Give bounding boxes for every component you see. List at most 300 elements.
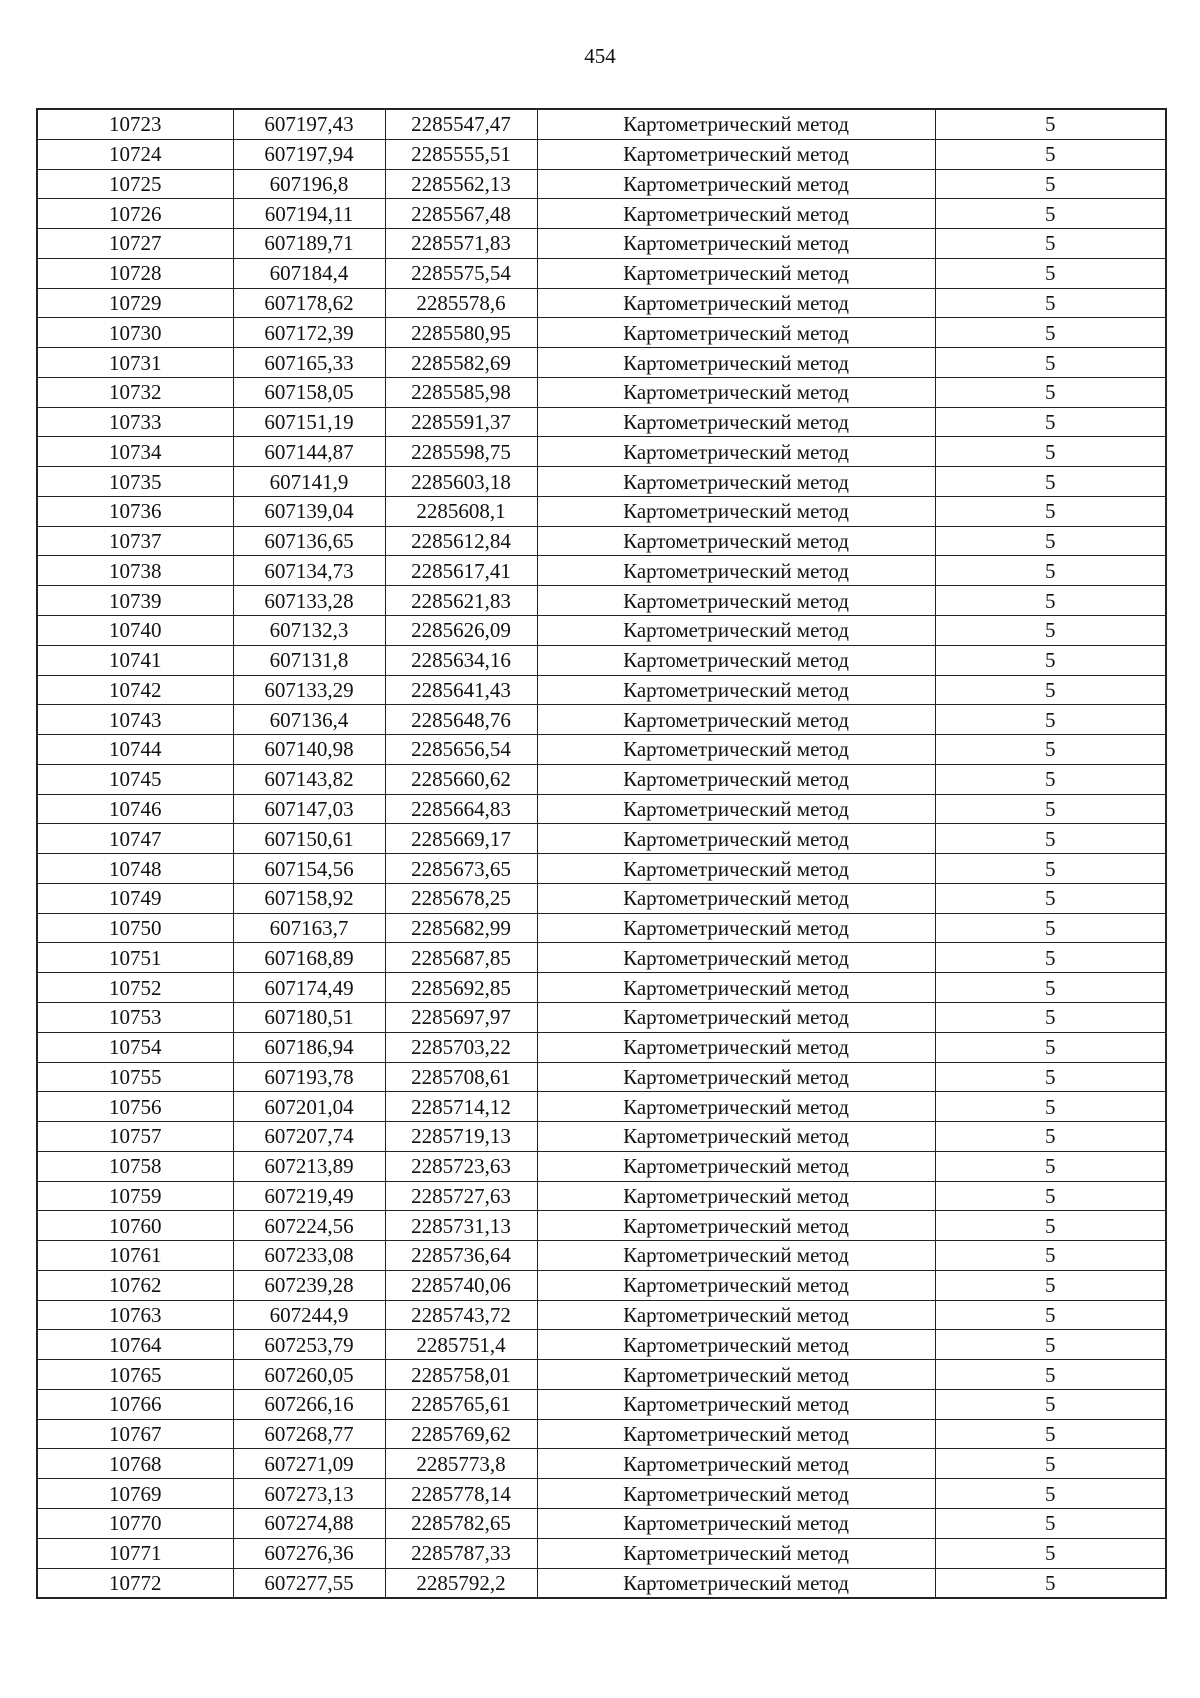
- table-row: [37, 1449, 1166, 1479]
- x-coordinate-cell: 607172,39: [233, 318, 385, 348]
- method-cell: Картометрический метод: [537, 318, 935, 348]
- y-coordinate-cell: 2285736,64: [385, 1241, 537, 1271]
- point-number-cell: 10744: [37, 735, 233, 765]
- x-coordinate-cell: 607266,16: [233, 1389, 385, 1419]
- point-number-cell: 10753: [37, 1002, 233, 1032]
- x-coordinate-cell: 607132,3: [233, 616, 385, 646]
- coordinates-table-body: [37, 109, 1166, 1598]
- table-row: [37, 675, 1166, 705]
- accuracy-cell: 5: [935, 109, 1166, 139]
- point-number-cell: 10732: [37, 377, 233, 407]
- accuracy-cell: 5: [935, 675, 1166, 705]
- table-row: [37, 258, 1166, 288]
- accuracy-cell: 5: [935, 199, 1166, 229]
- method-cell: Картометрический метод: [537, 1211, 935, 1241]
- method-cell: Картометрический метод: [537, 526, 935, 556]
- point-number-cell: 10728: [37, 258, 233, 288]
- accuracy-cell: 5: [935, 318, 1166, 348]
- point-number-cell: 10752: [37, 973, 233, 1003]
- accuracy-cell: 5: [935, 1062, 1166, 1092]
- table-row: [37, 705, 1166, 735]
- method-cell: Картометрический метод: [537, 496, 935, 526]
- method-cell: Картометрический метод: [537, 1062, 935, 1092]
- table-row: [37, 1479, 1166, 1509]
- accuracy-cell: 5: [935, 1508, 1166, 1538]
- accuracy-cell: 5: [935, 586, 1166, 616]
- y-coordinate-cell: 2285751,4: [385, 1330, 537, 1360]
- method-cell: Картометрический метод: [537, 1181, 935, 1211]
- table-row: [37, 1181, 1166, 1211]
- method-cell: Картометрический метод: [537, 348, 935, 378]
- x-coordinate-cell: 607277,55: [233, 1568, 385, 1598]
- method-cell: Картометрический метод: [537, 1032, 935, 1062]
- point-number-cell: 10765: [37, 1360, 233, 1390]
- table-row: [37, 973, 1166, 1003]
- table-row: [37, 1211, 1166, 1241]
- table-row: [37, 1241, 1166, 1271]
- accuracy-cell: 5: [935, 1181, 1166, 1211]
- method-cell: Картометрический метод: [537, 1122, 935, 1152]
- accuracy-cell: 5: [935, 139, 1166, 169]
- accuracy-cell: 5: [935, 437, 1166, 467]
- y-coordinate-cell: 2285778,14: [385, 1479, 537, 1509]
- accuracy-cell: 5: [935, 764, 1166, 794]
- method-cell: Картометрический метод: [537, 139, 935, 169]
- x-coordinate-cell: 607193,78: [233, 1062, 385, 1092]
- method-cell: Картометрический метод: [537, 467, 935, 497]
- method-cell: Картометрический метод: [537, 407, 935, 437]
- y-coordinate-cell: 2285765,61: [385, 1389, 537, 1419]
- y-coordinate-cell: 2285769,62: [385, 1419, 537, 1449]
- method-cell: Картометрический метод: [537, 973, 935, 1003]
- point-number-cell: 10771: [37, 1538, 233, 1568]
- y-coordinate-cell: 2285582,69: [385, 348, 537, 378]
- page-number: 454: [584, 44, 616, 68]
- x-coordinate-cell: 607224,56: [233, 1211, 385, 1241]
- x-coordinate-cell: 607271,09: [233, 1449, 385, 1479]
- accuracy-cell: 5: [935, 556, 1166, 586]
- table-row: [37, 854, 1166, 884]
- y-coordinate-cell: 2285612,84: [385, 526, 537, 556]
- method-cell: Картометрический метод: [537, 288, 935, 318]
- accuracy-cell: 5: [935, 1151, 1166, 1181]
- x-coordinate-cell: 607244,9: [233, 1300, 385, 1330]
- y-coordinate-cell: 2285617,41: [385, 556, 537, 586]
- x-coordinate-cell: 607197,43: [233, 109, 385, 139]
- point-number-cell: 10746: [37, 794, 233, 824]
- x-coordinate-cell: 607213,89: [233, 1151, 385, 1181]
- table-row: [37, 883, 1166, 913]
- table-row: [37, 109, 1166, 139]
- y-coordinate-cell: 2285634,16: [385, 645, 537, 675]
- accuracy-cell: 5: [935, 735, 1166, 765]
- x-coordinate-cell: 607207,74: [233, 1122, 385, 1152]
- point-number-cell: 10757: [37, 1122, 233, 1152]
- y-coordinate-cell: 2285678,25: [385, 883, 537, 913]
- point-number-cell: 10731: [37, 348, 233, 378]
- point-number-cell: 10766: [37, 1389, 233, 1419]
- x-coordinate-cell: 607186,94: [233, 1032, 385, 1062]
- x-coordinate-cell: 607144,87: [233, 437, 385, 467]
- x-coordinate-cell: 607184,4: [233, 258, 385, 288]
- method-cell: Картометрический метод: [537, 1002, 935, 1032]
- accuracy-cell: 5: [935, 1270, 1166, 1300]
- y-coordinate-cell: 2285567,48: [385, 199, 537, 229]
- x-coordinate-cell: 607253,79: [233, 1330, 385, 1360]
- point-number-cell: 10756: [37, 1092, 233, 1122]
- y-coordinate-cell: 2285782,65: [385, 1508, 537, 1538]
- y-coordinate-cell: 2285723,63: [385, 1151, 537, 1181]
- accuracy-cell: 5: [935, 467, 1166, 497]
- point-number-cell: 10764: [37, 1330, 233, 1360]
- method-cell: Картометрический метод: [537, 169, 935, 199]
- table-row: [37, 318, 1166, 348]
- y-coordinate-cell: 2285740,06: [385, 1270, 537, 1300]
- point-number-cell: 10770: [37, 1508, 233, 1538]
- x-coordinate-cell: 607165,33: [233, 348, 385, 378]
- point-number-cell: 10733: [37, 407, 233, 437]
- y-coordinate-cell: 2285792,2: [385, 1568, 537, 1598]
- y-coordinate-cell: 2285682,99: [385, 913, 537, 943]
- accuracy-cell: 5: [935, 229, 1166, 259]
- x-coordinate-cell: 607134,73: [233, 556, 385, 586]
- accuracy-cell: 5: [935, 854, 1166, 884]
- accuracy-cell: 5: [935, 616, 1166, 646]
- accuracy-cell: 5: [935, 407, 1166, 437]
- accuracy-cell: 5: [935, 913, 1166, 943]
- point-number-cell: 10723: [37, 109, 233, 139]
- y-coordinate-cell: 2285547,47: [385, 109, 537, 139]
- point-number-cell: 10724: [37, 139, 233, 169]
- y-coordinate-cell: 2285571,83: [385, 229, 537, 259]
- table-row: [37, 348, 1166, 378]
- table-row: [37, 913, 1166, 943]
- method-cell: Картометрический метод: [537, 109, 935, 139]
- table-row: [37, 1360, 1166, 1390]
- table-row: [37, 496, 1166, 526]
- table-row: [37, 1122, 1166, 1152]
- coordinates-table: [36, 108, 1167, 1599]
- accuracy-cell: 5: [935, 496, 1166, 526]
- x-coordinate-cell: 607276,36: [233, 1538, 385, 1568]
- table-row: [37, 645, 1166, 675]
- accuracy-cell: 5: [935, 1092, 1166, 1122]
- point-number-cell: 10750: [37, 913, 233, 943]
- point-number-cell: 10749: [37, 883, 233, 913]
- method-cell: Картометрический метод: [537, 1270, 935, 1300]
- method-cell: Картометрический метод: [537, 1300, 935, 1330]
- method-cell: Картометрический метод: [537, 913, 935, 943]
- table-row: [37, 735, 1166, 765]
- accuracy-cell: 5: [935, 883, 1166, 913]
- accuracy-cell: 5: [935, 1568, 1166, 1598]
- y-coordinate-cell: 2285562,13: [385, 169, 537, 199]
- method-cell: Картометрический метод: [537, 645, 935, 675]
- table-row: [37, 764, 1166, 794]
- method-cell: Картометрический метод: [537, 943, 935, 973]
- method-cell: Картометрический метод: [537, 437, 935, 467]
- table-row: [37, 1032, 1166, 1062]
- y-coordinate-cell: 2285669,17: [385, 824, 537, 854]
- point-number-cell: 10763: [37, 1300, 233, 1330]
- x-coordinate-cell: 607201,04: [233, 1092, 385, 1122]
- method-cell: Картометрический метод: [537, 616, 935, 646]
- point-number-cell: 10734: [37, 437, 233, 467]
- y-coordinate-cell: 2285656,54: [385, 735, 537, 765]
- point-number-cell: 10729: [37, 288, 233, 318]
- accuracy-cell: 5: [935, 1211, 1166, 1241]
- accuracy-cell: 5: [935, 1449, 1166, 1479]
- accuracy-cell: 5: [935, 943, 1166, 973]
- method-cell: Картометрический метод: [537, 1389, 935, 1419]
- y-coordinate-cell: 2285585,98: [385, 377, 537, 407]
- x-coordinate-cell: 607158,92: [233, 883, 385, 913]
- y-coordinate-cell: 2285708,61: [385, 1062, 537, 1092]
- method-cell: Картометрический метод: [537, 229, 935, 259]
- accuracy-cell: 5: [935, 1360, 1166, 1390]
- table-row: [37, 1151, 1166, 1181]
- accuracy-cell: 5: [935, 1032, 1166, 1062]
- method-cell: Картометрический метод: [537, 824, 935, 854]
- accuracy-cell: 5: [935, 1241, 1166, 1271]
- accuracy-cell: 5: [935, 288, 1166, 318]
- x-coordinate-cell: 607219,49: [233, 1181, 385, 1211]
- point-number-cell: 10761: [37, 1241, 233, 1271]
- method-cell: Картометрический метод: [537, 1151, 935, 1181]
- method-cell: Картометрический метод: [537, 556, 935, 586]
- y-coordinate-cell: 2285575,54: [385, 258, 537, 288]
- table-row: [37, 1270, 1166, 1300]
- y-coordinate-cell: 2285703,22: [385, 1032, 537, 1062]
- method-cell: Картометрический метод: [537, 794, 935, 824]
- method-cell: Картометрический метод: [537, 705, 935, 735]
- accuracy-cell: 5: [935, 1300, 1166, 1330]
- x-coordinate-cell: 607136,4: [233, 705, 385, 735]
- table-row: [37, 377, 1166, 407]
- accuracy-cell: 5: [935, 377, 1166, 407]
- x-coordinate-cell: 607139,04: [233, 496, 385, 526]
- table-row: [37, 199, 1166, 229]
- table-row: [37, 586, 1166, 616]
- table-row: [37, 1300, 1166, 1330]
- table-row: [37, 139, 1166, 169]
- method-cell: Картометрический метод: [537, 258, 935, 288]
- accuracy-cell: 5: [935, 705, 1166, 735]
- method-cell: Картометрический метод: [537, 1479, 935, 1509]
- point-number-cell: 10748: [37, 854, 233, 884]
- x-coordinate-cell: 607180,51: [233, 1002, 385, 1032]
- x-coordinate-cell: 607268,77: [233, 1419, 385, 1449]
- table-row: [37, 1389, 1166, 1419]
- y-coordinate-cell: 2285648,76: [385, 705, 537, 735]
- table-row: [37, 1002, 1166, 1032]
- x-coordinate-cell: 607154,56: [233, 854, 385, 884]
- point-number-cell: 10725: [37, 169, 233, 199]
- method-cell: Картометрический метод: [537, 1568, 935, 1598]
- x-coordinate-cell: 607141,9: [233, 467, 385, 497]
- method-cell: Картометрический метод: [537, 1508, 935, 1538]
- point-number-cell: 10768: [37, 1449, 233, 1479]
- y-coordinate-cell: 2285727,63: [385, 1181, 537, 1211]
- x-coordinate-cell: 607189,71: [233, 229, 385, 259]
- y-coordinate-cell: 2285626,09: [385, 616, 537, 646]
- method-cell: Картометрический метод: [537, 735, 935, 765]
- x-coordinate-cell: 607143,82: [233, 764, 385, 794]
- x-coordinate-cell: 607136,65: [233, 526, 385, 556]
- point-number-cell: 10767: [37, 1419, 233, 1449]
- table-row: [37, 526, 1166, 556]
- point-number-cell: 10760: [37, 1211, 233, 1241]
- point-number-cell: 10762: [37, 1270, 233, 1300]
- point-number-cell: 10751: [37, 943, 233, 973]
- table-row: [37, 1419, 1166, 1449]
- y-coordinate-cell: 2285641,43: [385, 675, 537, 705]
- x-coordinate-cell: 607140,98: [233, 735, 385, 765]
- y-coordinate-cell: 2285773,8: [385, 1449, 537, 1479]
- point-number-cell: 10740: [37, 616, 233, 646]
- table-row: [37, 467, 1166, 497]
- y-coordinate-cell: 2285555,51: [385, 139, 537, 169]
- method-cell: Картометрический метод: [537, 675, 935, 705]
- x-coordinate-cell: 607151,19: [233, 407, 385, 437]
- point-number-cell: 10726: [37, 199, 233, 229]
- x-coordinate-cell: 607194,11: [233, 199, 385, 229]
- accuracy-cell: 5: [935, 1122, 1166, 1152]
- point-number-cell: 10754: [37, 1032, 233, 1062]
- method-cell: Картометрический метод: [537, 1360, 935, 1390]
- point-number-cell: 10727: [37, 229, 233, 259]
- point-number-cell: 10745: [37, 764, 233, 794]
- x-coordinate-cell: 607131,8: [233, 645, 385, 675]
- y-coordinate-cell: 2285714,12: [385, 1092, 537, 1122]
- method-cell: Картометрический метод: [537, 764, 935, 794]
- method-cell: Картометрический метод: [537, 1538, 935, 1568]
- y-coordinate-cell: 2285787,33: [385, 1538, 537, 1568]
- point-number-cell: 10735: [37, 467, 233, 497]
- table-row: [37, 556, 1166, 586]
- method-cell: Картометрический метод: [537, 1092, 935, 1122]
- y-coordinate-cell: 2285758,01: [385, 1360, 537, 1390]
- y-coordinate-cell: 2285664,83: [385, 794, 537, 824]
- accuracy-cell: 5: [935, 1002, 1166, 1032]
- accuracy-cell: 5: [935, 645, 1166, 675]
- x-coordinate-cell: 607150,61: [233, 824, 385, 854]
- accuracy-cell: 5: [935, 526, 1166, 556]
- y-coordinate-cell: 2285598,75: [385, 437, 537, 467]
- table-row: [37, 407, 1166, 437]
- x-coordinate-cell: 607168,89: [233, 943, 385, 973]
- point-number-cell: 10747: [37, 824, 233, 854]
- table-row: [37, 1092, 1166, 1122]
- method-cell: Картометрический метод: [537, 199, 935, 229]
- x-coordinate-cell: 607197,94: [233, 139, 385, 169]
- method-cell: Картометрический метод: [537, 1241, 935, 1271]
- y-coordinate-cell: 2285731,13: [385, 1211, 537, 1241]
- x-coordinate-cell: 607174,49: [233, 973, 385, 1003]
- table-row: [37, 1538, 1166, 1568]
- point-number-cell: 10730: [37, 318, 233, 348]
- table-row: [37, 824, 1166, 854]
- accuracy-cell: 5: [935, 258, 1166, 288]
- y-coordinate-cell: 2285608,1: [385, 496, 537, 526]
- point-number-cell: 10737: [37, 526, 233, 556]
- point-number-cell: 10772: [37, 1568, 233, 1598]
- table-row: [37, 1062, 1166, 1092]
- method-cell: Картометрический метод: [537, 854, 935, 884]
- point-number-cell: 10738: [37, 556, 233, 586]
- point-number-cell: 10743: [37, 705, 233, 735]
- accuracy-cell: 5: [935, 973, 1166, 1003]
- point-number-cell: 10755: [37, 1062, 233, 1092]
- point-number-cell: 10758: [37, 1151, 233, 1181]
- accuracy-cell: 5: [935, 824, 1166, 854]
- y-coordinate-cell: 2285591,37: [385, 407, 537, 437]
- x-coordinate-cell: 607260,05: [233, 1360, 385, 1390]
- method-cell: Картометрический метод: [537, 586, 935, 616]
- accuracy-cell: 5: [935, 348, 1166, 378]
- point-number-cell: 10742: [37, 675, 233, 705]
- point-number-cell: 10741: [37, 645, 233, 675]
- point-number-cell: 10739: [37, 586, 233, 616]
- y-coordinate-cell: 2285578,6: [385, 288, 537, 318]
- y-coordinate-cell: 2285621,83: [385, 586, 537, 616]
- x-coordinate-cell: 607273,13: [233, 1479, 385, 1509]
- method-cell: Картометрический метод: [537, 1449, 935, 1479]
- method-cell: Картометрический метод: [537, 377, 935, 407]
- table-row: [37, 1508, 1166, 1538]
- y-coordinate-cell: 2285603,18: [385, 467, 537, 497]
- method-cell: Картометрический метод: [537, 883, 935, 913]
- y-coordinate-cell: 2285692,85: [385, 973, 537, 1003]
- method-cell: Картометрический метод: [537, 1330, 935, 1360]
- accuracy-cell: 5: [935, 1419, 1166, 1449]
- point-number-cell: 10736: [37, 496, 233, 526]
- table-row: [37, 288, 1166, 318]
- y-coordinate-cell: 2285743,72: [385, 1300, 537, 1330]
- x-coordinate-cell: 607163,7: [233, 913, 385, 943]
- y-coordinate-cell: 2285660,62: [385, 764, 537, 794]
- y-coordinate-cell: 2285687,85: [385, 943, 537, 973]
- accuracy-cell: 5: [935, 1389, 1166, 1419]
- table-row: [37, 437, 1166, 467]
- table-row: [37, 794, 1166, 824]
- table-row: [37, 229, 1166, 259]
- table-row: [37, 1568, 1166, 1598]
- y-coordinate-cell: 2285697,97: [385, 1002, 537, 1032]
- table-row: [37, 1330, 1166, 1360]
- accuracy-cell: 5: [935, 1479, 1166, 1509]
- y-coordinate-cell: 2285673,65: [385, 854, 537, 884]
- accuracy-cell: 5: [935, 794, 1166, 824]
- table-row: [37, 943, 1166, 973]
- y-coordinate-cell: 2285719,13: [385, 1122, 537, 1152]
- point-number-cell: 10759: [37, 1181, 233, 1211]
- x-coordinate-cell: 607158,05: [233, 377, 385, 407]
- x-coordinate-cell: 607274,88: [233, 1508, 385, 1538]
- x-coordinate-cell: 607178,62: [233, 288, 385, 318]
- table-row: [37, 169, 1166, 199]
- table-row: [37, 616, 1166, 646]
- x-coordinate-cell: 607196,8: [233, 169, 385, 199]
- method-cell: Картометрический метод: [537, 1419, 935, 1449]
- x-coordinate-cell: 607239,28: [233, 1270, 385, 1300]
- x-coordinate-cell: 607233,08: [233, 1241, 385, 1271]
- point-number-cell: 10769: [37, 1479, 233, 1509]
- x-coordinate-cell: 607133,28: [233, 586, 385, 616]
- y-coordinate-cell: 2285580,95: [385, 318, 537, 348]
- accuracy-cell: 5: [935, 1330, 1166, 1360]
- accuracy-cell: 5: [935, 1538, 1166, 1568]
